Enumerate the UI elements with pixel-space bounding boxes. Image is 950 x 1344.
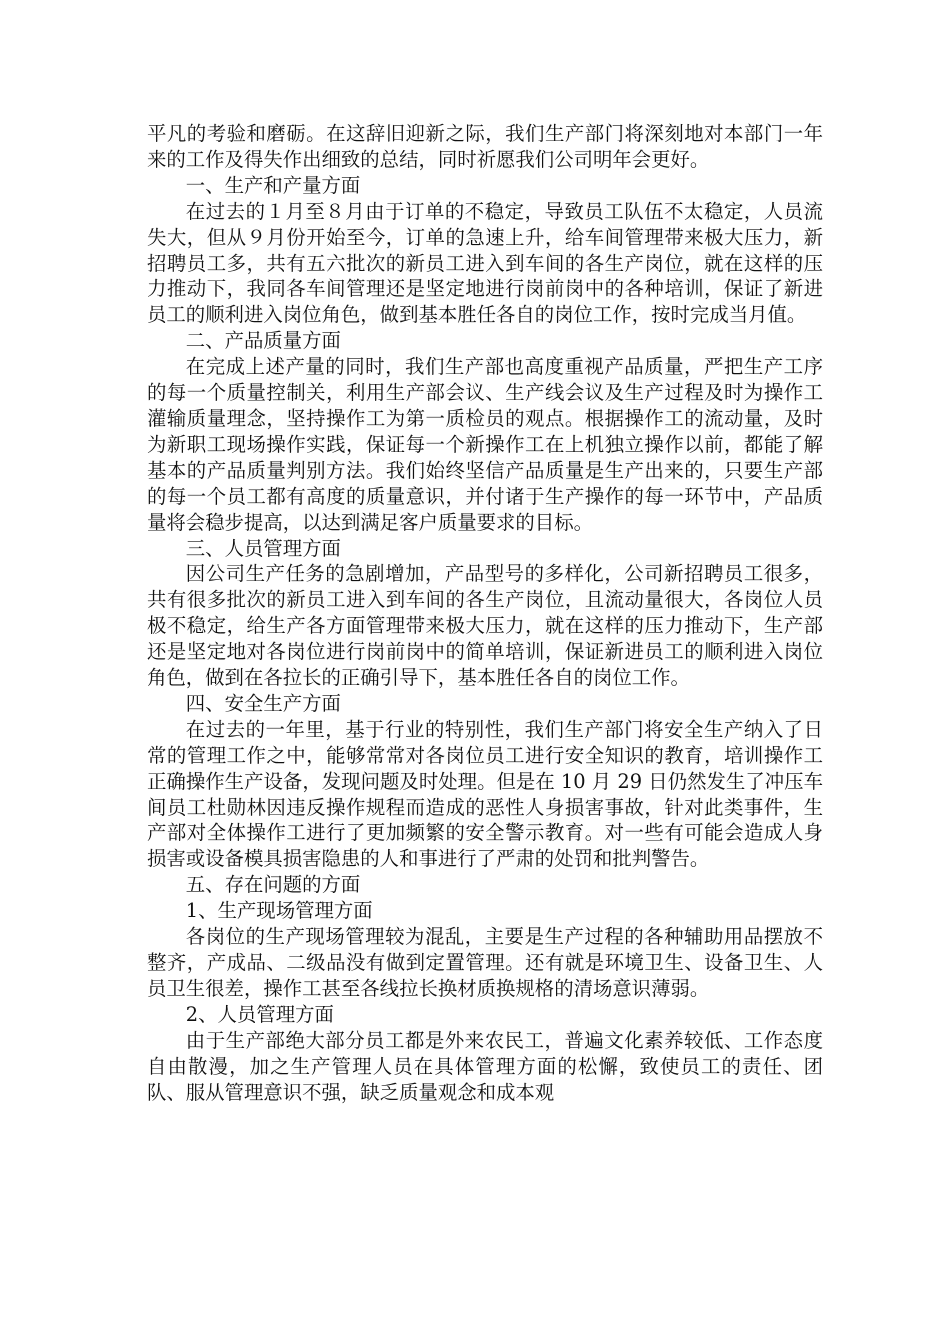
heading-existing-problems: 五、存在问题的方面 (185, 873, 361, 897)
paragraph-staff-management: 由于生产部绝大部分员工都是外来农民工，普遍文化素养较低、工作态度自由散漫，加之生产管理人员在具体管理方面的松懈，致使员工的责任、团队、服从管理意识不强，缺乏质量观念和成本观 (147, 1028, 823, 1104)
heading-product-quality: 二、产品质量方面 (185, 329, 341, 353)
paragraph-site-management: 各岗位的生产现场管理较为混乱，主要是生产过程的各种辅助用品摆放不整齐，产成品、二级品没有做到定置管理。还有就是环境卫生、设备卫生、人员卫生很差，操作工甚至各线拉长换材质换规格的清场意识薄弱。 (147, 925, 823, 1000)
paragraph-production-output: 在过去的１月至８月由于订单的不稳定，导致员工队伍不太稳定，人员流失大，但从９月份开始至今，订单的急速上升，给车间管理带来极大压力，新招聘员工多，共有五六批次的新员工进入到车间的各生产岗位，就在这样的压力推动下，我同各车间管理还是坚定地进行岗前岗中的各种培训，保证了新进员工的顺利进入岗位角色，做到基本胜任各自的岗位工作，按时完成当月值。 (147, 199, 823, 327)
document-page (147, 121, 823, 1105)
heading-production-output: 一、生产和产量方面 (185, 173, 361, 197)
subheading-staff-management: 2、人员管理方面 (185, 1002, 334, 1026)
subheading-site-management: 1、生产现场管理方面 (185, 899, 373, 923)
heading-safety-production: 四、安全生产方面 (185, 691, 341, 715)
paragraph-intro: 平凡的考验和磨砺。在这辞旧迎新之际，我们生产部门将深刻地对本部门一年来的工作及得失作出细致的总结，同时祈愿我们公司明年会更好。 (147, 122, 823, 171)
paragraph-safety-production: 在过去的一年里，基于行业的特别性，我们生产部门将安全生产纳入了日常的管理工作之中，能够常常对各岗位员工进行安全知识的教育，培训操作工正确操作生产设备，发现问题及时处理。但是在 10 月 29 日仍然发生了冲压车间员工杜勋林因违反操作规程而造成的恶性人身损害事故，针对此类事件，生产部对全体操作工进行了更加频繁的安全警示教育。对一些有可能会造成人身损害或设备模具损害隐患的人和事进行了严肃的处罚和批判警告。 (147, 717, 823, 871)
paragraph-product-quality: 在完成上述产量的同时，我们生产部也高度重视产品质量，严把生产工序的每一个质量控制关，利用生产部会议、生产线会议及生产过程及时为操作工灌输质量理念，坚持操作工为第一质检员的观点。根据操作工的流动量，及时为新职工现场操作实践，保证每一个新操作工在上机独立操作以前，都能了解基本的产品质量判别方法。我们始终坚信产品质量是生产出来的，只要生产部的每一个员工都有高度的质量意识，并付诸于生产操作的每一环节中，产品质量将会稳步提高，以达到满足客户质量要求的目标。 (147, 355, 823, 534)
paragraph-personnel-management: 因公司生产任务的急剧增加，产品型号的多样化，公司新招聘员工很多，共有很多批次的新员工进入到车间的各生产岗位，且流动量很大，各岗位人员极不稳定，给生产各方面管理带来极大压力，就在这样的压力推动下，生产部还是坚定地对各岗位进行岗前岗中的简单培训，保证新进员工的顺利进入岗位角色，做到在各拉长的正确引导下，基本胜任各自的岗位工作。 (147, 562, 823, 690)
heading-personnel-management: 三、人员管理方面 (185, 536, 341, 560)
